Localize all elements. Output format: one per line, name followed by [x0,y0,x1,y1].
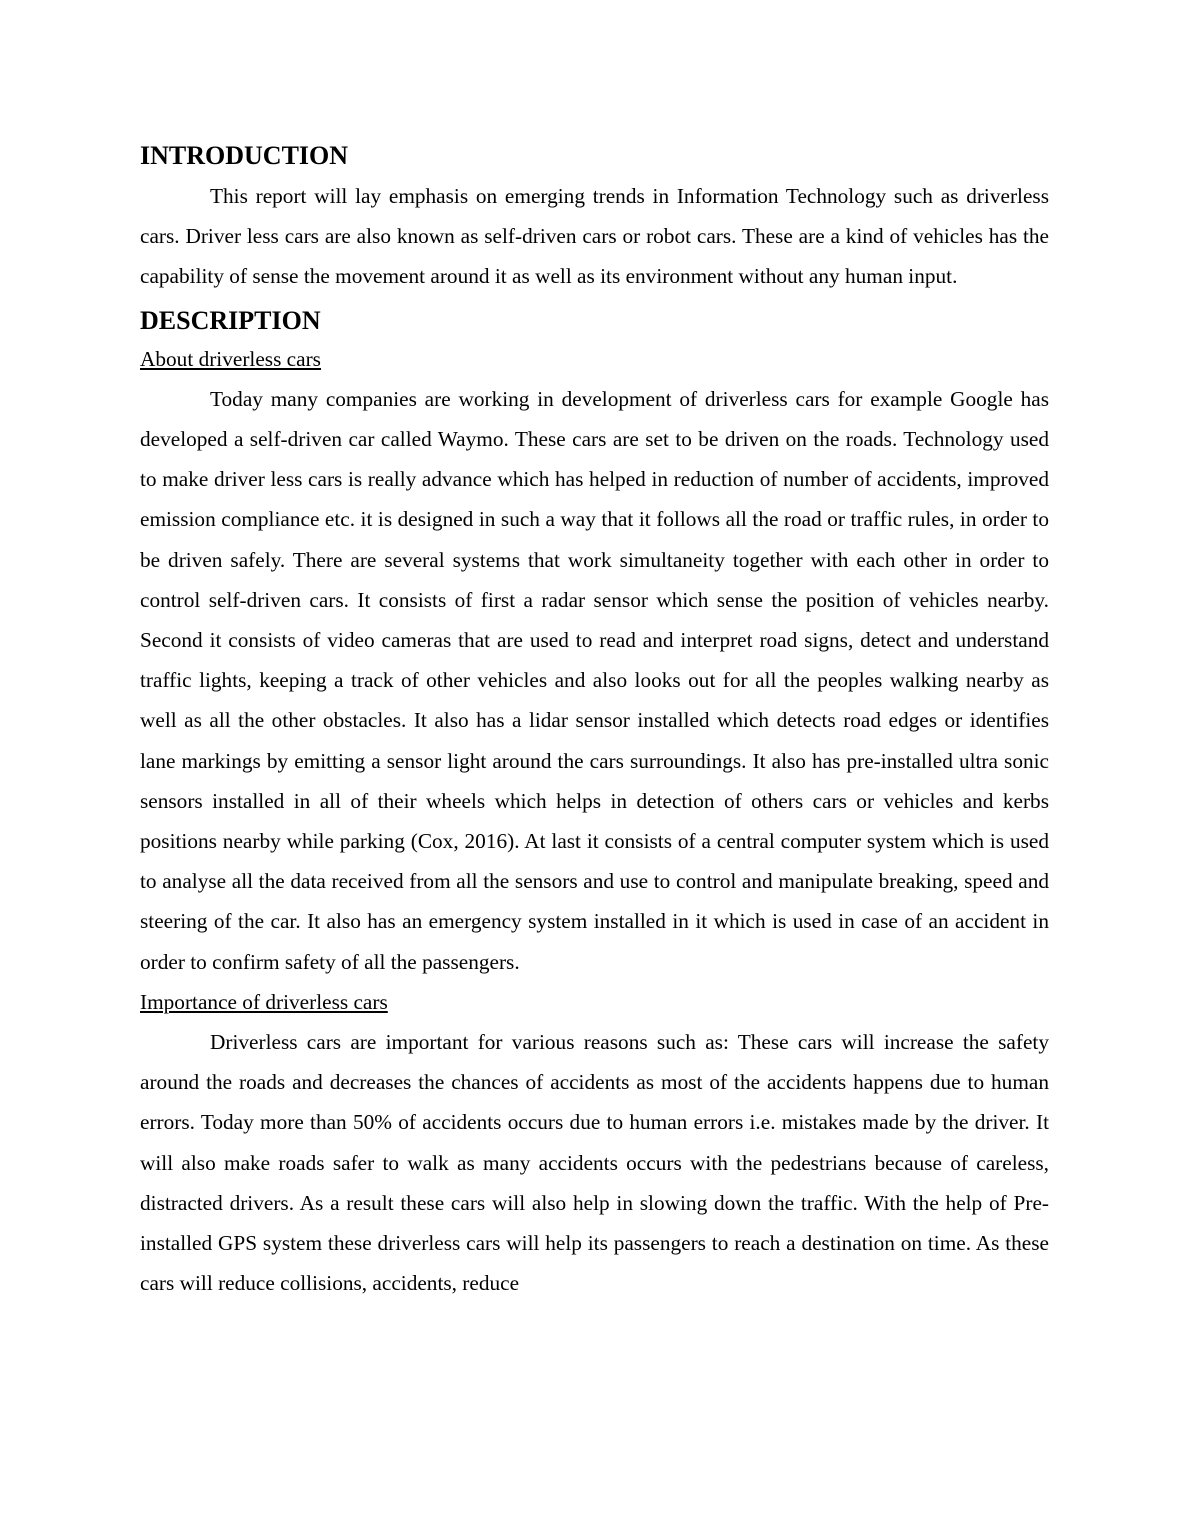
introduction-heading: INTRODUCTION [140,141,349,170]
introduction-paragraph: This report will lay emphasis on emerging trends in Information Technology such as driverless cars. Driver less cars are also known as self-driven cars or robot cars. These are a kind of vehicles has the capability of sense the movement around it as well as its environment without any human input. [140,184,1049,289]
importance-driverless-cars-paragraph: Driverless cars are important for various reasons such as: These cars will increase the safety around the roads and decreases the chances of accidents as most of the accidents happens due to human errors. Today more than 50% of accidents occurs due to human errors i.e. mistakes made by the driver. It will also make roads safer to walk as many accidents occurs with the pedestrians because of careless, distracted drivers. As a result these cars will also help in slowing down the traffic. With the help of Pre-installed GPS system these driverless cars will help its passengers to reach a destination on time. As these cars will reduce collisions, accidents, reduce [140,1030,1049,1296]
importance-driverless-cars-subheading: Importance of driverless cars [140,989,388,1014]
about-driverless-cars-subheading: About driverless cars [140,346,321,371]
document-page [140,138,1049,1303]
about-driverless-cars-paragraph: Today many companies are working in development of driverless cars for example Google has developed a self-driven car called Waymo. These cars are set to be driven on the roads. Technology used to make driver less cars is really advance which has helped in reduction of number of accidents, improved emission compliance etc. it is designed in such a way that it follows all the road or traffic rules, in order to be driven safely. There are several systems that work simultaneity together with each other in order to control self-driven cars. It consists of first a radar sensor which sense the position of vehicles nearby. Second it consists of video cameras that are used to read and interpret road signs, detect and understand traffic lights, keeping a track of other vehicles and also looks out for all the peoples walking nearby as well as all the other obstacles. It also has a lidar sensor installed which detects road edges or identifies lane markings by emitting a sensor light around the cars surroundings. It also has pre-installed ultra sonic sensors installed in all of their wheels which helps in detection of others cars or vehicles and kerbs positions nearby while parking (Cox, 2016). At last it consists of a central computer system which is used to analyse all the data received from all the sensors and use to control and manipulate breaking, speed and steering of the car. It also has an emergency system installed in it which is used in case of an accident in order to confirm safety of all the passengers. [140,386,1049,974]
description-heading: DESCRIPTION [140,305,321,335]
